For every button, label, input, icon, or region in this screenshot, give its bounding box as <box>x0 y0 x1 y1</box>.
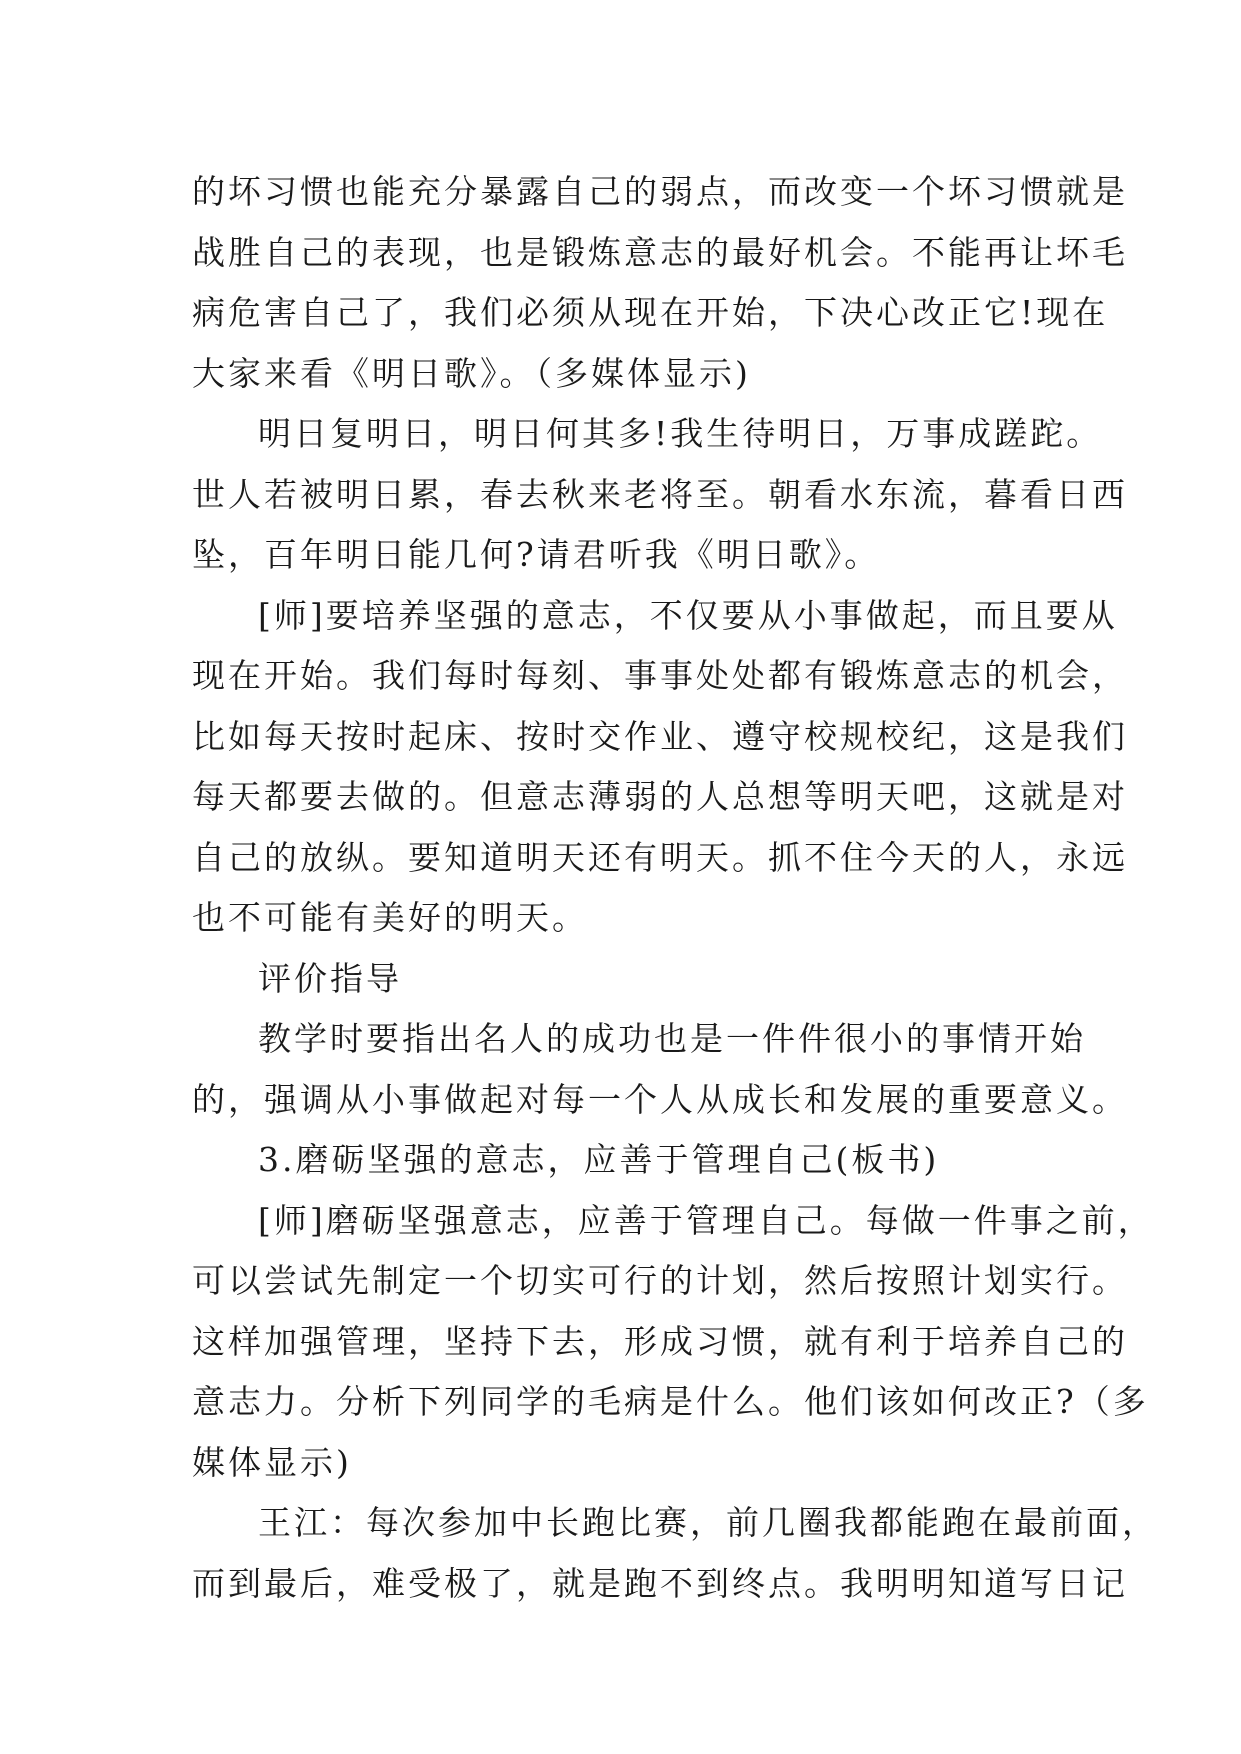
text-line: 世人若被明日累，春去秋来老将至。朝看水东流，暮看日西 <box>192 474 1128 514</box>
text-line: 王江：每次参加中长跑比赛，前几圈我都能跑在最前面， <box>258 1503 1158 1542</box>
paragraph-bad-habits <box>192 162 1128 404</box>
text-line: 现在开始。我们每时每刻、事事处处都有锻炼意志的机会， <box>192 656 1128 695</box>
text-line: 比如每天按时起床、按时交作业、遵守校规校纪，这是我们 <box>192 716 1128 756</box>
text-line: 自己的放纵。要知道明天还有明天。抓不住今天的人，永远 <box>192 837 1128 877</box>
text-line: 意志力。分析下列同学的毛病是什么。他们该如何改正?（多 <box>192 1382 1149 1421</box>
text-line: 媒体显示) <box>192 1442 352 1482</box>
text-line: 的坏习惯也能充分暴露自己的弱点，而改变一个坏习惯就是 <box>192 172 1128 211</box>
text-line: 大家来看《明日歌》。（多媒体显示) <box>192 353 751 393</box>
text-line: 病危害自己了，我们必须从现在开始，下决心改正它!现在 <box>192 293 1109 332</box>
text-line: 3.磨砺坚强的意志，应善于管理自己(板书) <box>258 1140 940 1179</box>
text-line: 教学时要指出名人的成功也是一件件很小的事情开始 <box>258 1019 1086 1058</box>
paragraph-evaluation <box>192 1009 1128 1130</box>
text-line: [师]磨砺坚强意志，应善于管理自己。每做一件事之前， <box>258 1200 1154 1240</box>
text-line: 这样加强管理，坚持下去，形成习惯，就有利于培养自己的 <box>192 1321 1128 1361</box>
text-line: 也不可能有美好的明天。 <box>192 898 588 937</box>
text-line: 战胜自己的表现，也是锻炼意志的最好机会。不能再让坏毛 <box>192 232 1128 272</box>
section-heading-evaluation <box>192 949 1052 1010</box>
text-line: 而到最后，难受极了，就是跑不到终点。我明明知道写日记 <box>192 1563 1128 1603</box>
paragraph-wang-jiang <box>192 1493 1158 1614</box>
text-line: 的，强调从小事做起对每一个人从成长和发展的重要意义。 <box>192 1079 1128 1119</box>
paragraph-teacher-2 <box>192 1191 1154 1494</box>
text-line: 坠，百年明日能几何?请君听我《明日歌》。 <box>192 535 881 574</box>
paragraph-teacher-1 <box>192 586 1128 949</box>
text-line: 可以尝试先制定一个切实可行的计划，然后按照计划实行。 <box>192 1261 1128 1300</box>
text-line: 明日复明日，明日何其多!我生待明日，万事成蹉跎。 <box>258 414 1103 453</box>
text-line: [师]要培养坚强的意志，不仅要从小事做起，而且要从 <box>258 595 1118 635</box>
document-body <box>192 162 1158 1614</box>
text-line: 每天都要去做的。但意志薄弱的人总想等明天吧，这就是对 <box>192 777 1128 816</box>
section-heading-3 <box>192 1130 1052 1191</box>
text-line: 评价指导 <box>258 958 402 998</box>
paragraph-poem <box>192 404 1128 586</box>
